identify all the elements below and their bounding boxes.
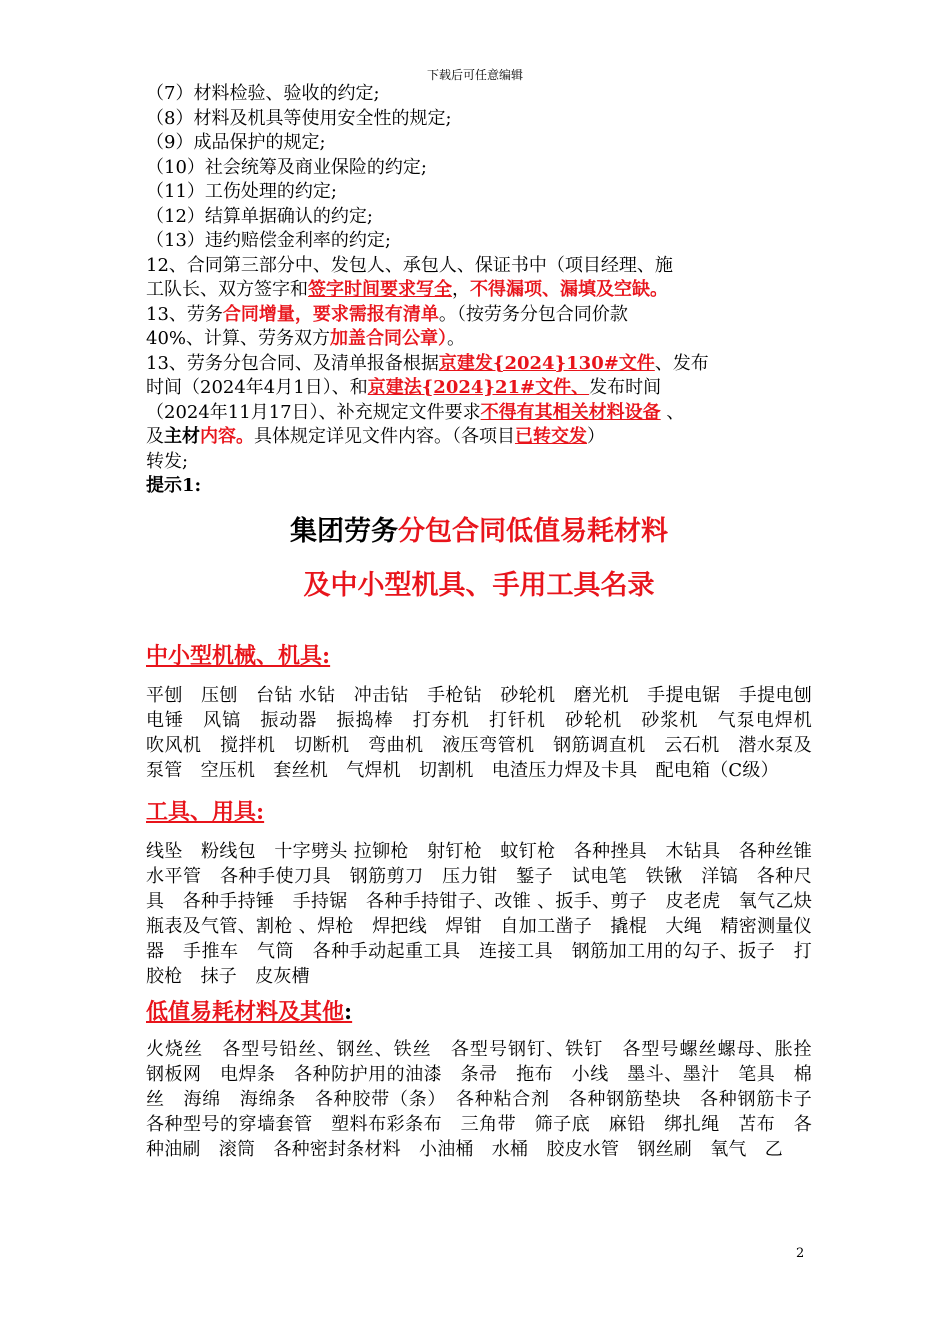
- section-text-tools: 线坠 粉线包 十字劈头 拉铆枪 射钉枪 蚊钉枪 各种挫具 木钻具 各种丝锥 水平管 各种手使刀具 钢筋剪刀 压力钳 錾子 试电笔 铁锹 洋镐 各种尺具 各种手持锤 手持锯 各种手持钳子、改锥 、扳手、剪子 皮老虎 氧气乙炔瓶表及气管、割枪 、焊枪 焊把线 焊钳 自加工凿子 撬棍 大绳 精密测量仪器 手推车 气筒 各种手动起重工具 连接工具 钢筋加工用的勾子、扳子 打胶枪 抹子 皮灰槽: [146, 840, 831, 987]
- clause-list: [146, 82, 812, 254]
- section-heading-consumables: [146, 997, 812, 1027]
- section-heading-machinery: 中小型机械、机具:: [146, 642, 331, 669]
- list-item: （11）工伤处理的约定;: [146, 181, 337, 202]
- paragraph-13a-line1: [146, 303, 812, 328]
- text-run: 具体规定详见文件内容。（各项目: [254, 426, 515, 447]
- text-run: 40%、计算、劳务双方: [146, 328, 331, 349]
- highlight-text: 合同增量，要求需报有清单: [222, 303, 439, 325]
- section-heading-tools: 工具、用具:: [146, 798, 265, 825]
- highlight-text: 不得有其相关材料设备: [480, 401, 661, 423]
- text-run: ）: [587, 426, 605, 447]
- text-run: 发布时间: [589, 377, 662, 398]
- text-run: 及: [146, 426, 164, 447]
- paragraph-13b-line4: [146, 425, 812, 450]
- document-title-line2: 及中小型机具、手用工具名录: [303, 569, 655, 601]
- text-run: 时间（2024年4月1日）、和: [146, 377, 368, 398]
- paragraph-13b-line5: 转发;: [146, 450, 189, 472]
- highlight-text: 京建发{2024}130#文件: [438, 352, 655, 374]
- list-item: （8）材料及机具等使用安全性的规定;: [146, 107, 452, 129]
- text-run: ，: [452, 279, 470, 300]
- highlight-text: 京建法{2024}21#文件、: [367, 377, 590, 398]
- text-run: 。: [447, 328, 466, 349]
- list-item: （12）结算单据确认的约定;: [146, 205, 373, 227]
- section-text-machinery: 平刨 压刨 台钻 水钻 冲击钻 手枪钻 砂轮机 磨光机 手提电锯 手提电刨 电锤 风镐 振动器 振捣棒 打夯机 打钎机 砂轮机 砂浆机 气泵电焊机 吹风机 搅拌机 切断机 弯曲机 液压弯管机 钢筋调直机 云石机 潜水泵及泵管 空压机 套丝机 气焊机 切割机 电渣压力焊及卡具 配电箱（C级）: [146, 684, 831, 781]
- page-number: 2: [796, 1246, 805, 1261]
- paragraph-12-line2: [146, 278, 812, 303]
- text-run: 、: [660, 401, 685, 423]
- text-run: 13、劳务分包合同、及清单报备根据: [146, 352, 439, 374]
- text-run: 。（按劳务分包合同价款: [438, 303, 628, 325]
- title-black: 集团劳务: [290, 515, 398, 547]
- highlight-text: 签字时间要求写全: [308, 279, 452, 300]
- list-item: （7）材料检验、验收的约定;: [146, 83, 380, 104]
- paragraph-13b-line2: [146, 376, 812, 401]
- paragraph-13a-line2: [146, 327, 812, 352]
- page-header: 下载后可任意编辑: [426, 68, 523, 82]
- list-item: （9）成品保护的规定;: [146, 132, 326, 153]
- heading-colon: :: [344, 998, 353, 1025]
- heading-red: 低值易耗材料及其他: [146, 998, 345, 1025]
- text-run: 工队长、双方签字和: [146, 279, 308, 300]
- highlight-text: 加盖合同公章）: [330, 328, 448, 349]
- list-item: （13）违约赔偿金利率的约定;: [146, 230, 391, 251]
- paragraph-13b-line1: [146, 352, 812, 377]
- document-body: [146, 82, 831, 1162]
- document-title-line1: [146, 505, 812, 559]
- highlight-text: 不得漏项、漏填及空缺。: [470, 279, 668, 300]
- list-item: （10）社会统筹及商业保险的约定;: [146, 156, 427, 178]
- text-run: 13、劳务: [146, 303, 223, 325]
- highlight-text: 内容。: [200, 426, 254, 447]
- text-run: （2024年11月17日）、补充规定文件要求: [146, 401, 481, 423]
- bold-text: 主材: [164, 426, 200, 447]
- section-text-consumables: 火烧丝 各型号铅丝、钢丝、铁丝 各型号钢钉、铁钉 各型号螺丝螺母、胀拴 钢板网 电焊条 各种防护用的油漆 条帚 拖布 小线 墨斗、墨汁 笔具 棉丝 海绵 海绵条 各种胶带（条） 各种粘合剂 各种钢筋垫块 各种钢筋卡子 各种型号的穿墙套管 塑料布彩条布 三角带 筛子底 麻铅 绑扎绳 苫布 各种油刷 滚筒 各种密封条材料 小油桶 水桶 胶皮水管 钢丝刷 氧气 乙: [146, 1038, 831, 1160]
- paragraph-12-line1: 12、合同第三部分中、发包人、承包人、保证书中（项目经理、施: [146, 254, 673, 276]
- text-run: 、发布: [654, 352, 709, 374]
- tip-label: 提示1:: [146, 475, 202, 496]
- highlight-text: 已转交发: [515, 426, 587, 447]
- title-red: 分包合同低值易耗材料: [398, 515, 668, 547]
- paragraph-13b-line3: [146, 401, 812, 426]
